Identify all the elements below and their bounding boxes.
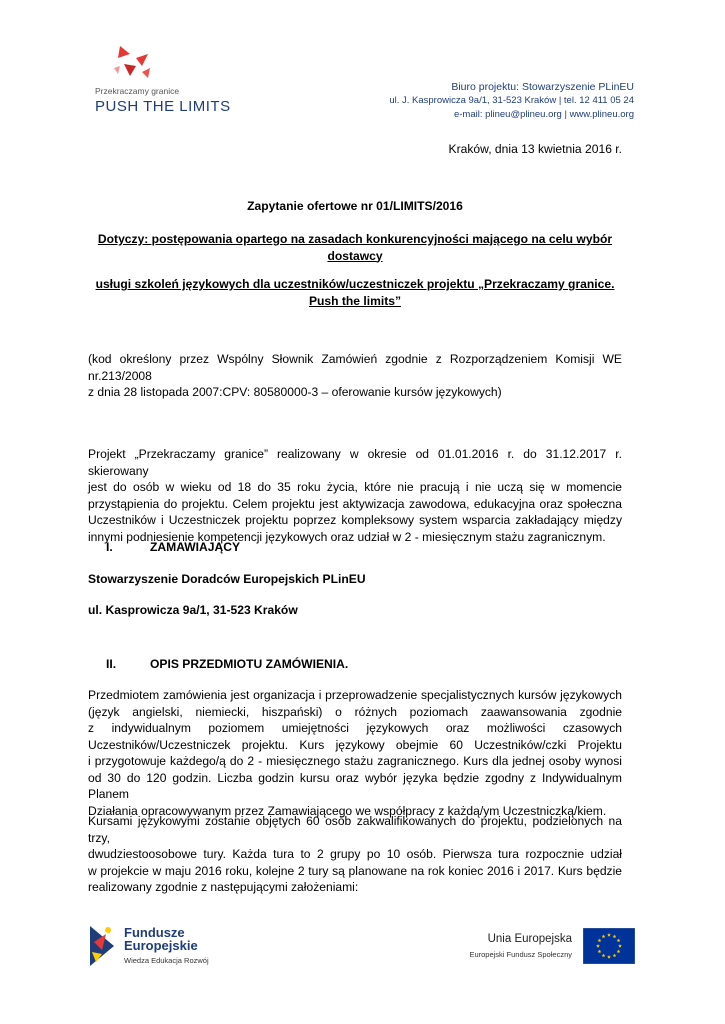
european-funds-logo-icon: [88, 922, 118, 966]
intro-line: Uczestników i Uczestniczek projektu poprzez kompleksowy system wsparcia zakładający między: [88, 513, 622, 527]
subject-line-1: [88, 231, 622, 264]
push-the-limits-logo-icon: [110, 44, 160, 84]
subject-line-2b: Push the limits”: [308, 293, 402, 308]
section-1-title: ZAMAWIAJĄCY: [150, 540, 241, 554]
intro-line: Projekt „Przekraczamy granice” realizowany w okresie od 01.01.2016 r. do 31.12.2017 r. skierowany: [88, 447, 622, 478]
intro-line: przystąpienia do projektu. Celem projektu jest aktywizacja zawodowa, edukacyjna oraz społeczna: [88, 496, 622, 511]
paragraph-line: Przedmiotem zamówienia jest organizacja i przeprowadzenie specjalistycznych kursów językowych: [88, 688, 622, 702]
orderer-name: Stowarzyszenie Doradców Europejskich PLinEU: [88, 572, 366, 586]
logo-title: PUSH THE LIMITS: [95, 98, 231, 115]
eu-flag-icon: [583, 928, 635, 964]
paragraph-line: Uczestników/Uczestniczek projektu. Kurs językowy obejmie 60 Uczestników/czki Projektu: [88, 737, 622, 752]
section-2-paragraph-2: [88, 813, 622, 896]
intro-line: innymi podniesienie kompetencji językowych oraz udział w 2 - miesięcznym stażu zagranicznym.: [88, 529, 606, 544]
section-2-number: II.: [106, 657, 117, 671]
cpv-line-2: nr.213/2008: [88, 368, 152, 383]
paragraph-line: i przygotowuje każdego/ą do 2 - miesięcznego stażu zagranicznego. Kurs dla jednej osoby wynosi: [88, 754, 622, 768]
cpv-line-1: (kod określony przez Wspólny Słownik Zamówień zgodnie z Rozporządzeniem Komisji WE: [88, 352, 622, 366]
european-funds-line-2: Europejskie: [124, 938, 198, 953]
paragraph-line: Kursami językowymi zostanie objętych 60 osób zakwalifikowanych do projektu, podzielonych na trzy,: [88, 814, 622, 845]
paragraph-line: dwudziestoosobowe tury. Każda tura to 2 grupy po 10 osób. Pierwsza tura rozpocznie udział: [88, 847, 622, 861]
cpv-line-3: z dnia 28 listopada 2007:CPV: 80580000-3 – oferowanie kursów językowych): [88, 385, 502, 399]
paragraph-line: Działania opracowywanym przez Zamawiającego we współpracy z każdą/ym Uczestniczką/kiem.: [88, 803, 607, 818]
section-2-paragraph-1: [88, 687, 622, 819]
european-funds-line-1: Fundusze: [124, 925, 185, 940]
subject-line-1a: Dotyczy: postępowania opartego na zasadach konkurencyjności mającego na celu wybór: [97, 232, 613, 246]
paragraph-line: w projekcie w maju 2016 roku, kolejne 2 tury są planowane na rok koniec 2016 i 2017. Kurs będzie: [88, 863, 622, 878]
subject-line-1b: dostawcy: [327, 248, 383, 263]
intro-paragraph: [88, 446, 622, 545]
european-funds-name: [124, 926, 198, 952]
cpv-note: [88, 351, 622, 401]
orderer-address: ul. Kasprowicza 9a/1, 31-523 Kraków: [88, 603, 298, 617]
paragraph-line: (język angielski, niemiecki, hiszpański) o różnych poziomach zaawansowania zgodnie: [88, 704, 622, 719]
paragraph-line: realizowany zgodnie z następującymi założeniami:: [88, 880, 359, 894]
subject-line-2a: usługi szkoleń językowych dla uczestników/uczestniczek projektu „Przekraczamy granice.: [95, 277, 615, 291]
paragraph-line: od 30 do 120 godzin. Liczba godzin kursu oraz wybór języka będzie zgodny z Indywidualnym Planem: [88, 770, 622, 801]
document-title: Zapytanie ofertowe nr 01/LIMITS/2016: [247, 199, 463, 213]
office-contact: e-mail: plineu@plineu.org | www.plineu.org: [453, 109, 634, 120]
office-info: [389, 80, 634, 122]
section-1-number: I.: [106, 540, 113, 554]
eu-fund-name: Europejski Fundusz Społeczny: [469, 950, 572, 959]
office-address: ul. J. Kasprowicza 9a/1, 31-523 Kraków | tel. 12 411 05 24: [389, 95, 634, 106]
document-date: Kraków, dnia 13 kwietnia 2016 r.: [448, 142, 622, 156]
subject-line-2: [88, 276, 622, 309]
paragraph-line: z indywidualnym poziomem umiejętności językowych oraz możliwości czasowych: [88, 721, 622, 735]
logo-subtitle: Przekraczamy granice: [95, 86, 180, 96]
european-funds-program: Wiedza Edukacja Rozwój: [124, 956, 209, 965]
eu-title: Unia Europejska: [487, 933, 572, 945]
office-title: Biuro projektu: Stowarzyszenie PLinEU: [451, 81, 634, 93]
intro-line: jest do osób w wieku od 18 do 35 roku życia, które nie pracują i nie uczą się w momencie: [88, 480, 622, 494]
section-2-title: OPIS PRZEDMIOTU ZAMÓWIENIA.: [150, 657, 349, 671]
